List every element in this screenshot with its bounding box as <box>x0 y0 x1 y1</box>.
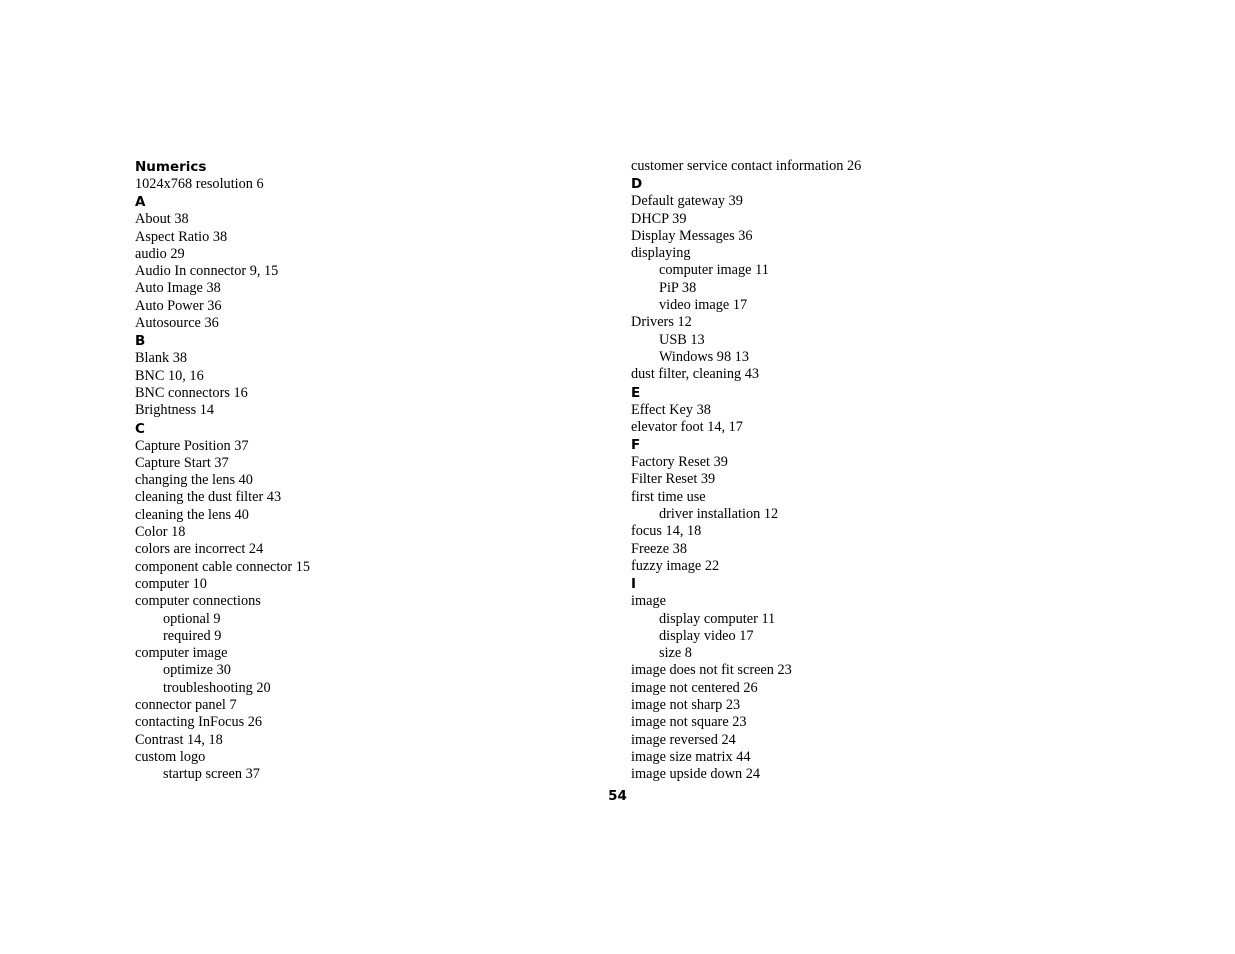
index-entry: Auto Power 36 <box>135 297 222 314</box>
index-subentry: display computer 11 <box>659 610 776 627</box>
index-entry: DHCP 39 <box>631 210 687 227</box>
index-entry: image reversed 24 <box>631 731 736 748</box>
index-entry: About 38 <box>135 211 189 228</box>
index-entry: image size matrix 44 <box>631 748 751 765</box>
index-entry: computer image <box>135 645 228 662</box>
index-entry: BNC connectors 16 <box>135 384 248 401</box>
index-entry: image does not fit screen 23 <box>631 662 792 679</box>
index-entry: focus 14, 18 <box>631 523 702 540</box>
index-entry: image not square 23 <box>631 714 747 731</box>
index-entry: computer connections <box>135 593 261 610</box>
index-subentry: troubleshooting 20 <box>163 679 271 696</box>
index-letter-heading: F <box>631 437 641 454</box>
index-entry: Default gateway 39 <box>631 193 743 210</box>
index-entry: dust filter, cleaning 43 <box>631 366 760 383</box>
index-entry: Auto Image 38 <box>135 280 221 297</box>
index-entry: cleaning the dust filter 43 <box>135 489 282 506</box>
index-subentry: Windows 98 13 <box>659 348 749 365</box>
index-entry: Drivers 12 <box>631 314 692 331</box>
page-number: 54 <box>608 788 627 804</box>
index-subentry: display video 17 <box>659 627 754 644</box>
index-entry: colors are incorrect 24 <box>135 541 264 558</box>
index-entry: audio 29 <box>135 245 185 262</box>
index-entry: Audio In connector 9, 15 <box>135 263 279 280</box>
index-entry: fuzzy image 22 <box>631 557 720 574</box>
index-entry: custom logo <box>135 748 206 765</box>
index-letter-heading: I <box>631 576 637 593</box>
index-entry: first time use <box>631 488 706 505</box>
index-entry: computer 10 <box>135 575 207 592</box>
index-entry: image upside down 24 <box>631 766 761 783</box>
index-entry: Brightness 14 <box>135 402 215 419</box>
index-subentry: startup screen 37 <box>163 766 260 783</box>
index-letter-heading: D <box>631 176 643 193</box>
index-entry: cleaning the lens 40 <box>135 506 249 523</box>
index-entry: elevator foot 14, 17 <box>631 418 743 435</box>
index-entry: image not centered 26 <box>631 679 758 696</box>
index-entry: image <box>631 593 666 610</box>
index-entry: BNC 10, 16 <box>135 367 204 384</box>
index-entry: Freeze 38 <box>631 540 687 557</box>
index-letter-heading: B <box>135 333 146 350</box>
index-column-left <box>135 158 595 784</box>
index-entry: Factory Reset 39 <box>631 454 728 471</box>
index-entry: Capture Position 37 <box>135 437 249 454</box>
index-entry: image not sharp 23 <box>631 697 741 714</box>
index-entry: Autosource 36 <box>135 315 219 332</box>
index-entry: Blank 38 <box>135 350 188 367</box>
index-letter-heading: Numerics <box>135 159 207 175</box>
index-entry: Filter Reset 39 <box>631 471 716 488</box>
index-entry: customer service contact information 26 <box>631 158 862 174</box>
index-subentry: optional 9 <box>163 610 221 627</box>
index-subentry: optimize 30 <box>163 662 231 679</box>
index-entry: connector panel 7 <box>135 697 237 714</box>
index-subentry: driver installation 12 <box>659 506 779 523</box>
index-entry: component cable connector 15 <box>135 558 311 575</box>
index-entry: changing the lens 40 <box>135 472 253 489</box>
index-entry: contacting InFocus 26 <box>135 714 263 731</box>
index-subentry: computer image 11 <box>659 262 769 279</box>
index-letter-heading: C <box>135 420 145 437</box>
index-column-right <box>631 158 1091 784</box>
index-entry: Capture Start 37 <box>135 454 229 471</box>
index-entry: 1024x768 resolution 6 <box>135 176 264 192</box>
index-entry: Effect Key 38 <box>631 401 711 418</box>
index-letter-heading: A <box>135 194 146 211</box>
index-entry: Color 18 <box>135 524 186 541</box>
index-entry: displaying <box>631 245 691 262</box>
index-letter-heading: E <box>631 384 641 401</box>
index-subentry: required 9 <box>163 627 222 644</box>
index-subentry: video image 17 <box>659 297 748 314</box>
index-subentry: PiP 38 <box>659 279 697 296</box>
index-entry: Display Messages 36 <box>631 227 753 244</box>
index-subentry: size 8 <box>659 645 692 662</box>
index-entry: Contrast 14, 18 <box>135 731 223 748</box>
index-subentry: USB 13 <box>659 331 705 348</box>
index-entry: Aspect Ratio 38 <box>135 228 228 245</box>
